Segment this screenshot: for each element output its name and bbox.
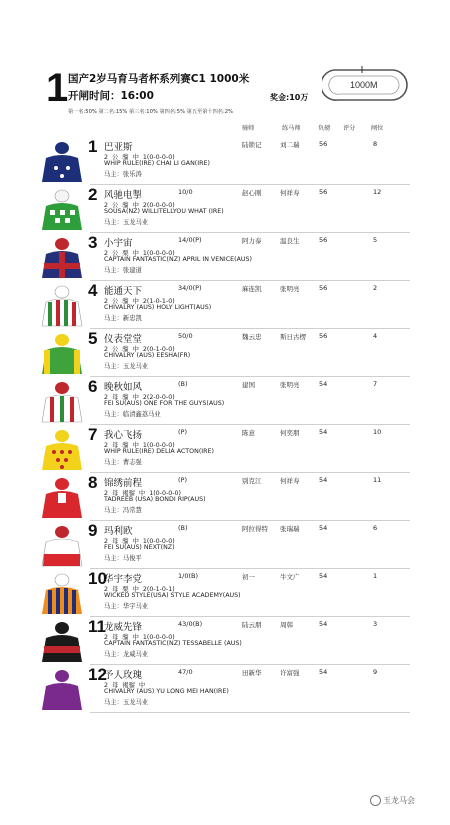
jockey-silk-icon (40, 524, 84, 568)
weight: 54 (319, 476, 328, 484)
weight: 54 (319, 380, 328, 388)
horse-owner: 马主：华宇马业 (104, 603, 149, 610)
race-header (46, 68, 406, 126)
jockey-name: 田新华 (242, 669, 262, 677)
horse-name: 予人玫瑰 (104, 670, 143, 681)
runner-row (40, 186, 410, 234)
draw: 6 (373, 524, 378, 532)
runner-number: 10 (88, 569, 107, 588)
prize-split: 第一名:50% 第二名:15% 第三名:10% 第四名:5% 第五至第十四名:2% (68, 109, 233, 115)
runner-number: 5 (88, 329, 98, 348)
runner-number: 2 (88, 185, 98, 204)
horse-rating: 34/0(P) (178, 284, 202, 292)
divider (90, 472, 410, 473)
horse-name: 能通天下 (104, 286, 143, 297)
jockey-name: 陆锁记 (242, 141, 262, 149)
trainer-name: 何祥寿 (280, 189, 300, 197)
horse-pedigree: FEI SU(AUS) NEXT(NZ) (104, 544, 175, 551)
horse-details: 2 母 骝 中 1(0-0-0-0) (104, 634, 175, 641)
watermark-text: 玉龙马会 (383, 796, 415, 805)
runner-number: 11 (88, 617, 106, 636)
runner-number: 9 (88, 521, 98, 540)
race-start-time: 开闸时间：16:00 (68, 90, 154, 102)
horse-rating: 1/0(B) (178, 572, 198, 580)
runner-number: 4 (88, 281, 98, 300)
trainer-name: 斯日古楞 (280, 333, 306, 341)
horse-details: 2 母 褐骝 中 1(0-0-0-0) (104, 490, 181, 497)
divider (90, 616, 410, 617)
jockey-name: 阿拉得特 (242, 525, 268, 533)
jockey-silk-icon (40, 236, 84, 280)
horse-rating: (P) (178, 428, 187, 436)
horse-owner: 马主：龙威马业 (104, 651, 149, 658)
weight: 54 (319, 572, 328, 580)
horse-name: 华宇李党 (104, 574, 143, 585)
horse-rating: 50/0 (178, 332, 193, 340)
divider (90, 520, 410, 521)
horse-pedigree: SOUSA(NZ) WILLITELLYOU WHAT (IRE) (104, 208, 224, 215)
divider (90, 424, 410, 425)
jockey-silk-icon (40, 140, 84, 184)
draw: 1 (373, 572, 378, 580)
weight: 54 (319, 620, 328, 628)
weight: 56 (319, 140, 328, 148)
trainer-name: 何祥寿 (280, 477, 300, 485)
race-number: 1 (46, 66, 69, 110)
horse-rating: (P) (178, 476, 187, 484)
trainer-name: 许富强 (280, 669, 300, 677)
draw: 3 (373, 620, 378, 628)
horse-pedigree: CAPTAIN FANTASTIC(NZ) APRIL IN VENICE(AUS) (104, 256, 252, 263)
jockey-silk-icon (40, 188, 84, 232)
col-trainer: 练马师 (282, 125, 301, 132)
runner-row (40, 378, 410, 426)
wechat-logo-icon (370, 795, 381, 806)
horse-rating: (B) (178, 380, 188, 388)
runner-number: 6 (88, 377, 98, 396)
horse-pedigree: TADREEB (USA) BONDI RIP(AUS) (104, 496, 206, 503)
runner-row (40, 618, 410, 666)
weight: 54 (319, 668, 328, 676)
horse-pedigree: WHIP RULE(IRE) CHAI LI GAN(IRE) (104, 160, 210, 167)
trainer-name: 张明亮 (280, 381, 300, 389)
horse-name: 小宇宙 (104, 238, 133, 249)
jockey-silk-icon (40, 476, 84, 520)
trainer-name: 周韩 (280, 621, 293, 629)
divider (90, 280, 410, 281)
horse-details: 2 母 骝 中 1(0-0-0-0) (104, 538, 175, 545)
jockey-name: 建国 (242, 381, 255, 389)
horse-pedigree: CHIVALRY (AUS) EESHA(FR) (104, 352, 191, 359)
horse-pedigree: WICKED STYLE(USA) STYLE ACADEMY(AUS) (104, 592, 241, 599)
horse-name: 风驰电掣 (104, 190, 143, 201)
horse-name: 玛利欧 (104, 526, 133, 537)
horse-owner: 马主：曹志强 (104, 459, 142, 466)
draw: 12 (373, 188, 382, 196)
horse-owner: 马主：冯常慧 (104, 507, 142, 514)
horse-name: 巴亚斯 (104, 142, 133, 153)
jockey-name: 陆云朋 (242, 621, 262, 629)
divider (90, 376, 410, 377)
runner-row (40, 138, 410, 186)
jockey-name: 赵心刚 (242, 189, 262, 197)
runner-number: 8 (88, 473, 98, 492)
horse-rating: 43/0(B) (178, 620, 203, 628)
horse-name: 锦绣前程 (104, 478, 143, 489)
col-rating: 评分 (343, 125, 356, 132)
jockey-silk-icon (40, 668, 84, 712)
horse-owner: 马主：张建道 (104, 267, 142, 274)
jockey-name: 魏云忠 (242, 333, 262, 341)
col-draw: 闸位 (371, 125, 384, 132)
runner-number: 12 (88, 665, 107, 684)
horse-rating: 47/0 (178, 668, 193, 676)
runner-row (40, 474, 410, 522)
jockey-name: 陈意 (242, 429, 255, 437)
horse-rating: 10/0 (178, 188, 193, 196)
horse-details: 2 母 栗 中 2(0-1-0-1) (104, 586, 175, 593)
runner-number: 7 (88, 425, 98, 444)
draw: 4 (373, 332, 378, 340)
runner-number: 3 (88, 233, 98, 252)
horse-name: 龙威先锋 (104, 622, 143, 633)
weight: 56 (319, 284, 328, 292)
runner-row (40, 330, 410, 378)
track-map-icon (322, 64, 408, 106)
trainer-name: 温良生 (280, 237, 300, 245)
col-weight: 负磅 (318, 125, 331, 132)
weight: 56 (319, 188, 328, 196)
trainer-name: 何奕朋 (280, 429, 300, 437)
horse-owner: 马主：马俊平 (104, 555, 142, 562)
horse-owner: 马主：玉龙马业 (104, 363, 149, 370)
horse-pedigree: CHIVALRY (AUS) YU LONG MEI HAN(IRE) (104, 688, 229, 695)
weight: 54 (319, 524, 328, 532)
horse-details: 2 公 栗 中 1(0-0-0-0) (104, 250, 175, 257)
horse-pedigree: CHIVALRY (AUS) HOLY LIGHT(AUS) (104, 304, 212, 311)
divider (90, 184, 410, 185)
jockey-silk-icon (40, 284, 84, 328)
weight: 56 (319, 332, 328, 340)
weight: 54 (319, 428, 328, 436)
horse-owner: 马主：玉龙马业 (104, 219, 149, 226)
trainer-name: 刘二瑞 (280, 141, 300, 149)
draw: 9 (373, 668, 378, 676)
jockey-name: 别克江 (242, 477, 262, 485)
jockey-silk-icon (40, 428, 84, 472)
column-headers (0, 123, 450, 133)
jockey-name: 麻连凯 (242, 285, 262, 293)
trainer-name: 牛文广 (280, 573, 300, 581)
horse-owner: 马主：临清鑫荔马业 (104, 411, 161, 418)
runner-row (40, 522, 410, 570)
horse-name: 我心飞扬 (104, 430, 143, 441)
horse-pedigree: WHIP RULE(IRE) DELIA ACTON(IRE) (104, 448, 214, 455)
runner-row (40, 426, 410, 474)
horse-rating: 14/0(P) (178, 236, 202, 244)
runner-row (40, 666, 410, 714)
jockey-name: 阿力泰 (242, 237, 262, 245)
draw: 11 (373, 476, 382, 484)
draw: 7 (373, 380, 378, 388)
horse-owner: 马主：新忠凯 (104, 315, 142, 322)
jockey-silk-icon (40, 332, 84, 376)
horse-name: 仪表堂堂 (104, 334, 143, 345)
jockey-silk-icon (40, 380, 84, 424)
divider (90, 712, 410, 713)
draw: 8 (373, 140, 378, 148)
horse-details: 2 公 骝 中 1(0-0-0-0) (104, 154, 175, 161)
watermark (370, 795, 415, 806)
horse-details: 2 母 骝 中 2(2-0-0-0) (104, 394, 175, 401)
horse-pedigree: CAPTAIN FANTASTIC(NZ) TESSABELLE (AUS) (104, 640, 242, 647)
draw: 5 (373, 236, 378, 244)
race-distance: 1000M (350, 80, 378, 90)
runner-number: 1 (88, 137, 98, 156)
runner-row (40, 234, 410, 282)
prize-money: 奖金:10万 (270, 93, 309, 102)
jockey-silk-icon (40, 620, 84, 664)
draw: 2 (373, 284, 378, 292)
horse-details: 2 母 褐骝 中 (104, 682, 146, 689)
divider (90, 232, 410, 233)
horse-details: 2 公 骝 中 2(1-0-1-0) (104, 298, 175, 305)
horse-details: 2 公 骝 中 2(0-0-0-0) (104, 202, 175, 209)
runner-row (40, 570, 410, 618)
horse-pedigree: FEI SU(AUS) ONE FOR THE GUYS(AUS) (104, 400, 225, 407)
divider (90, 328, 410, 329)
horse-owner: 马主：张乐涛 (104, 171, 142, 178)
divider (90, 568, 410, 569)
divider (90, 664, 410, 665)
draw: 10 (373, 428, 382, 436)
runner-row (40, 282, 410, 330)
horse-rating: (B) (178, 524, 188, 532)
horse-name: 晚秋如风 (104, 382, 143, 393)
weight: 56 (319, 236, 328, 244)
trainer-name: 张瑞瑞 (280, 525, 300, 533)
horse-owner: 马主：玉龙马业 (104, 699, 149, 706)
race-name: 国产2岁马育马者杯系列赛C1 1000米 (68, 73, 250, 85)
jockey-name: 初一 (242, 573, 255, 581)
jockey-silk-icon (40, 572, 84, 616)
horse-details: 2 公 骝 中 2(0-1-0-0) (104, 346, 175, 353)
trainer-name: 张明亮 (280, 285, 300, 293)
horse-details: 2 母 骝 中 1(0-0-0-0) (104, 442, 175, 449)
col-jockey: 骑师 (242, 125, 255, 132)
